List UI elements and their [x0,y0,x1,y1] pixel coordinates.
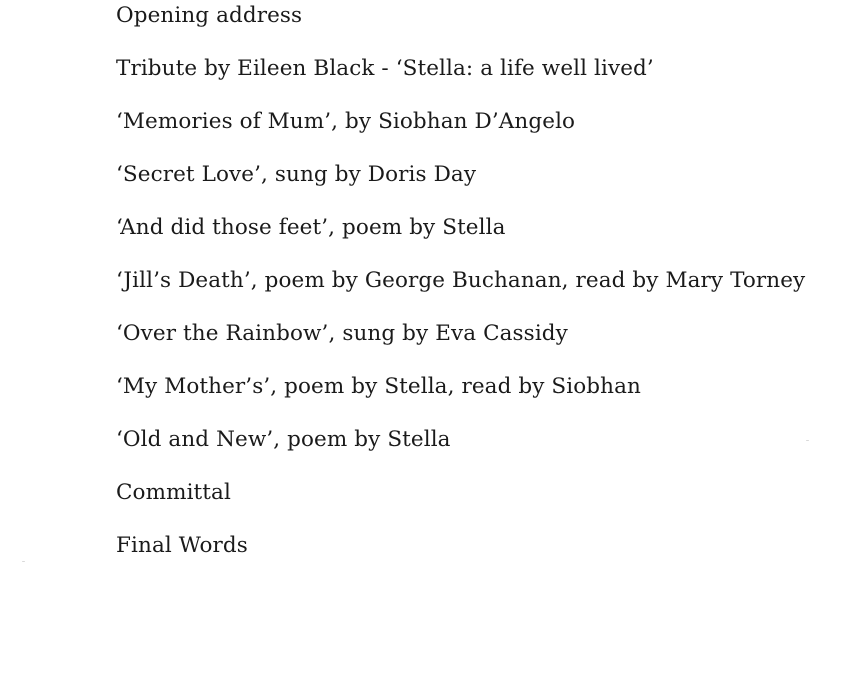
list-item-opening-address: Opening address [116,3,303,28]
list-item-committal: Committal [116,480,231,505]
list-item-memories-of-mum: ‘Memories of Mum’, by Siobhan D’Angelo [116,109,576,134]
scan-speck [806,440,809,441]
list-item-final-words: Final Words [116,533,248,558]
list-item-and-did-those-feet: ‘And did those feet’, poem by Stella [116,215,506,240]
order-of-service-list [116,3,805,586]
list-item-jills-death: ‘Jill’s Death’, poem by George Buchanan, read by Mary Torney [116,268,806,293]
list-item-old-and-new: ‘Old and New’, poem by Stella [116,427,451,452]
list-item-secret-love: ‘Secret Love’, sung by Doris Day [116,162,477,187]
list-item-my-mothers: ‘My Mother’s’, poem by Stella, read by Siobhan [116,374,641,399]
scan-speck [22,561,25,562]
list-item-over-the-rainbow: ‘Over the Rainbow’, sung by Eva Cassidy [116,321,568,346]
list-item-tribute: Tribute by Eileen Black - ‘Stella: a life well lived’ [116,56,654,81]
